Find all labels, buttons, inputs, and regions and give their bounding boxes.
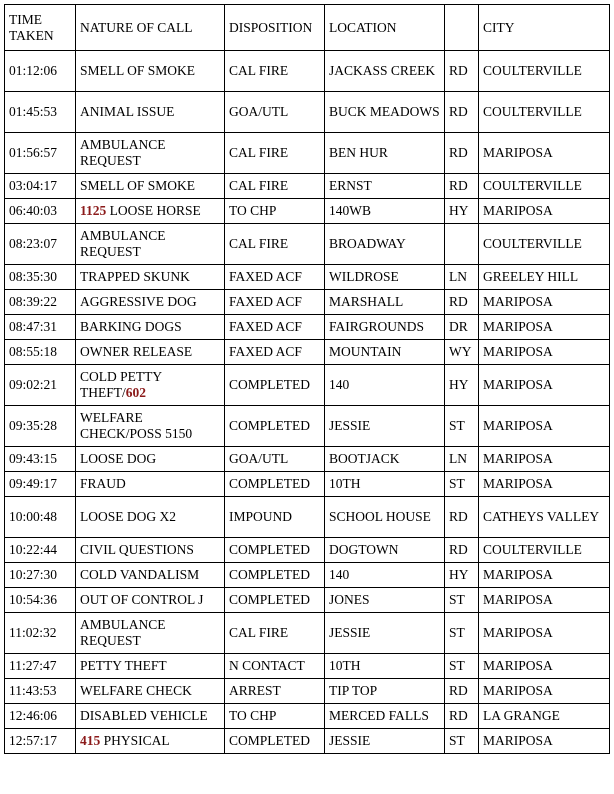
nature-text: PETTY THEFT [80,658,167,673]
time-taken-cell: 01:56:57 [5,133,76,174]
location-cell: MOUNTAIN [325,340,445,365]
street-suffix-cell: HY [445,199,479,224]
time-taken-cell: 12:57:17 [5,729,76,754]
table-row [5,613,610,654]
city-cell: COULTERVILLE [479,51,610,92]
call-log-body [5,5,610,754]
time-taken-cell: 08:55:18 [5,340,76,365]
nature-of-call-cell [76,406,225,447]
time-taken-cell: 11:02:32 [5,613,76,654]
nature-of-call-cell [76,472,225,497]
disposition-cell: CAL FIRE [225,613,325,654]
nature-of-call-cell [76,497,225,538]
street-suffix-cell: RD [445,92,479,133]
street-suffix-cell: HY [445,365,479,406]
call-code: 415 [80,733,101,748]
disposition-cell: CAL FIRE [225,224,325,265]
header-time-taken: TIME TAKEN [5,5,76,51]
header-location: LOCATION [325,5,445,51]
time-taken-cell: 11:27:47 [5,654,76,679]
location-cell: JESSIE [325,729,445,754]
disposition-cell: CAL FIRE [225,133,325,174]
disposition-cell: TO CHP [225,704,325,729]
city-cell: MARIPOSA [479,729,610,754]
table-row [5,704,610,729]
table-row [5,538,610,563]
city-cell: LA GRANGE [479,704,610,729]
street-suffix-cell: RD [445,679,479,704]
disposition-cell: COMPLETED [225,729,325,754]
nature-text: COLD PETTY THEFT/ [80,369,162,400]
nature-of-call-cell [76,224,225,265]
street-suffix-cell: LN [445,265,479,290]
time-taken-cell: 09:49:17 [5,472,76,497]
street-suffix-cell [445,224,479,265]
location-cell: BEN HUR [325,133,445,174]
table-row [5,679,610,704]
location-cell: JACKASS CREEK [325,51,445,92]
table-row [5,133,610,174]
table-row [5,224,610,265]
city-cell: COULTERVILLE [479,92,610,133]
table-row [5,406,610,447]
city-cell: MARIPOSA [479,340,610,365]
city-cell: MARIPOSA [479,679,610,704]
disposition-cell: COMPLETED [225,588,325,613]
location-cell: MERCED FALLS [325,704,445,729]
nature-text: SMELL OF SMOKE [80,178,196,193]
disposition-cell: GOA/UTL [225,92,325,133]
time-taken-cell: 09:02:21 [5,365,76,406]
table-row [5,447,610,472]
location-cell: JESSIE [325,406,445,447]
street-suffix-cell: ST [445,588,479,613]
nature-of-call-cell [76,92,225,133]
nature-text: TRAPPED SKUNK [80,269,190,284]
street-suffix-cell: WY [445,340,479,365]
disposition-cell: N CONTACT [225,654,325,679]
location-cell: BROADWAY [325,224,445,265]
disposition-cell: FAXED ACF [225,315,325,340]
table-row [5,51,610,92]
street-suffix-cell: RD [445,704,479,729]
street-suffix-cell: ST [445,472,479,497]
disposition-cell: COMPLETED [225,472,325,497]
city-cell: MARIPOSA [479,447,610,472]
nature-of-call-cell [76,265,225,290]
nature-text: LOOSE HORSE [106,203,201,218]
disposition-cell: CAL FIRE [225,51,325,92]
nature-text: CIVIL QUESTIONS [80,542,194,557]
table-row [5,588,610,613]
time-taken-cell: 08:47:31 [5,315,76,340]
nature-text: BARKING DOGS [80,319,182,334]
table-row [5,290,610,315]
call-log-table [4,4,610,754]
location-cell: WILDROSE [325,265,445,290]
disposition-cell: GOA/UTL [225,447,325,472]
nature-of-call-cell [76,704,225,729]
time-taken-cell: 10:00:48 [5,497,76,538]
nature-text: WELFARE CHECK/POSS 5150 [80,410,193,441]
street-suffix-cell: RD [445,538,479,563]
nature-text: AMBULANCE REQUEST [80,228,166,259]
location-cell: 140 [325,563,445,588]
city-cell: COULTERVILLE [479,174,610,199]
street-suffix-cell: ST [445,613,479,654]
header-row [5,5,610,51]
location-cell: BOOTJACK [325,447,445,472]
call-code: 1125 [80,203,107,218]
nature-of-call-cell [76,315,225,340]
city-cell: MARIPOSA [479,654,610,679]
nature-text: SMELL OF SMOKE [80,63,196,78]
nature-text: AMBULANCE REQUEST [80,617,166,648]
street-suffix-cell: ST [445,406,479,447]
table-row [5,563,610,588]
city-cell: MARIPOSA [479,563,610,588]
nature-text: OUT OF CONTROL J [80,592,204,607]
nature-text: AGGRESSIVE DOG [80,294,197,309]
nature-of-call-cell [76,133,225,174]
nature-of-call-cell [76,729,225,754]
location-cell: 140WB [325,199,445,224]
nature-text: PHYSICAL [100,733,170,748]
street-suffix-cell: RD [445,290,479,315]
table-row [5,315,610,340]
nature-text: DISABLED VEHICLE [80,708,208,723]
street-suffix-cell: ST [445,729,479,754]
location-cell: ERNST [325,174,445,199]
street-suffix-cell: RD [445,51,479,92]
time-taken-cell: 08:35:30 [5,265,76,290]
nature-of-call-cell [76,538,225,563]
header-disposition: DISPOSITION [225,5,325,51]
table-row [5,92,610,133]
nature-of-call-cell [76,365,225,406]
nature-of-call-cell [76,679,225,704]
city-cell: COULTERVILLE [479,224,610,265]
disposition-cell: ARREST [225,679,325,704]
city-cell: MARIPOSA [479,406,610,447]
disposition-cell: CAL FIRE [225,174,325,199]
disposition-cell: IMPOUND [225,497,325,538]
location-cell: JONES [325,588,445,613]
location-cell: JESSIE [325,613,445,654]
location-cell: 10TH [325,654,445,679]
nature-of-call-cell [76,563,225,588]
table-row [5,472,610,497]
street-suffix-cell: LN [445,447,479,472]
time-taken-cell: 10:27:30 [5,563,76,588]
city-cell: MARIPOSA [479,199,610,224]
nature-text: LOOSE DOG [80,451,157,466]
city-cell: GREELEY HILL [479,265,610,290]
time-taken-cell: 10:54:36 [5,588,76,613]
time-taken-cell: 11:43:53 [5,679,76,704]
nature-of-call-cell [76,290,225,315]
table-row [5,340,610,365]
city-cell: MARIPOSA [479,290,610,315]
city-cell: MARIPOSA [479,133,610,174]
table-row [5,365,610,406]
time-taken-cell: 06:40:03 [5,199,76,224]
nature-of-call-cell [76,447,225,472]
nature-text: WELFARE CHECK [80,683,192,698]
nature-of-call-cell [76,174,225,199]
nature-text: FRAUD [80,476,126,491]
header-suffix [445,5,479,51]
time-taken-cell: 08:39:22 [5,290,76,315]
nature-of-call-cell [76,613,225,654]
street-suffix-cell: DR [445,315,479,340]
nature-text: LOOSE DOG X2 [80,509,176,524]
time-taken-cell: 09:35:28 [5,406,76,447]
table-row [5,654,610,679]
nature-of-call-cell [76,340,225,365]
nature-text: ANIMAL ISSUE [80,104,175,119]
street-suffix-cell: RD [445,174,479,199]
time-taken-cell: 08:23:07 [5,224,76,265]
time-taken-cell: 10:22:44 [5,538,76,563]
street-suffix-cell: RD [445,133,479,174]
location-cell: BUCK MEADOWS [325,92,445,133]
city-cell: MARIPOSA [479,315,610,340]
table-row [5,174,610,199]
nature-of-call-cell [76,199,225,224]
nature-text: OWNER RELEASE [80,344,193,359]
disposition-cell: FAXED ACF [225,265,325,290]
city-cell: COULTERVILLE [479,538,610,563]
table-row [5,729,610,754]
city-cell: MARIPOSA [479,365,610,406]
disposition-cell: TO CHP [225,199,325,224]
nature-of-call-cell [76,654,225,679]
table-row [5,265,610,290]
location-cell: TIP TOP [325,679,445,704]
city-cell: MARIPOSA [479,472,610,497]
location-cell: DOGTOWN [325,538,445,563]
disposition-cell: COMPLETED [225,563,325,588]
time-taken-cell: 01:45:53 [5,92,76,133]
table-row [5,199,610,224]
disposition-cell: FAXED ACF [225,290,325,315]
city-cell: MARIPOSA [479,613,610,654]
street-suffix-cell: HY [445,563,479,588]
nature-of-call-cell [76,588,225,613]
street-suffix-cell: ST [445,654,479,679]
disposition-cell: COMPLETED [225,538,325,563]
disposition-cell: COMPLETED [225,365,325,406]
nature-text: COLD VANDALISM [80,567,200,582]
time-taken-cell: 03:04:17 [5,174,76,199]
nature-of-call-cell [76,51,225,92]
table-row [5,497,610,538]
time-taken-cell: 01:12:06 [5,51,76,92]
call-code: 602 [125,385,146,400]
nature-text: AMBULANCE REQUEST [80,137,166,168]
city-cell: MARIPOSA [479,588,610,613]
header-city: CITY [479,5,610,51]
city-cell: CATHEYS VALLEY [479,497,610,538]
time-taken-cell: 09:43:15 [5,447,76,472]
location-cell: 140 [325,365,445,406]
disposition-cell: COMPLETED [225,406,325,447]
location-cell: MARSHALL [325,290,445,315]
header-nature-of-call: NATURE OF CALL [76,5,225,51]
location-cell: 10TH [325,472,445,497]
location-cell: FAIRGROUNDS [325,315,445,340]
disposition-cell: FAXED ACF [225,340,325,365]
location-cell: SCHOOL HOUSE [325,497,445,538]
street-suffix-cell: RD [445,497,479,538]
time-taken-cell: 12:46:06 [5,704,76,729]
